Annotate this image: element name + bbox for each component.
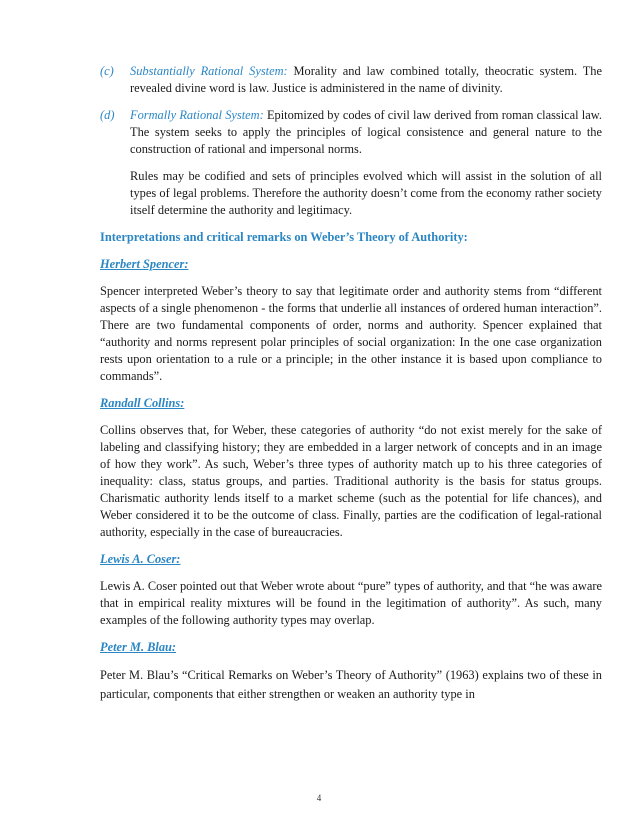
paragraph-randall-collins: Collins observes that, for Weber, these categories of authority “do not exist merely for the sake of labeling and classifying history; they are embedded in a larger network of concepts and in an image of how they work”. As such, Weber’s three types of authority match up to his three categories of inequality: class, status groups, and parties. Traditional authority is the basis for status groups. Charismatic authority lends itself to a market scheme (such as the potential for life chances), and Weber considered it to be the outcome of class. Finally, parties are the codification of legal-rational authority, especially in the case of bureaucracies.	[100, 423, 602, 539]
list-item-body	[130, 63, 602, 97]
paragraph-lewis-coser: Lewis A. Coser pointed out that Weber wrote about “pure” types of authority, and that “he was aware that in empirical reality mixtures will be found in the legitimation of authority”. As such, many examples of the following authority types may overlap.	[100, 579, 602, 627]
list-item-body	[130, 107, 602, 158]
list-item-d	[100, 107, 602, 158]
list-item-text: Epitomized by codes of civil law derived from roman classical law. The system seeks to apply the principles of logical consistence and general nature to the construction of rational and impersonal norms.	[130, 108, 602, 156]
paragraph-peter-blau: Peter M. Blau’s “Critical Remarks on Weber’s Theory of Authority” (1963) explains two of these in particular, components that either strengthen or weaken an authority type in	[100, 668, 602, 701]
list-item-title: Formally Rational System:	[130, 108, 264, 122]
paragraph-herbert-spencer: Spencer interpreted Weber’s theory to say that legitimate order and authority stems from “different aspects of a single phenomenon - the forms that underlie all instances of ordered human interaction”. There are two fundamental components of order, norms and authority. Spencer explained that “authority and norms represent polar principles of social organization: In the one case organization rests upon orientation to a rule or a principle; in the other instance it is based upon compliance to commands”.	[100, 284, 602, 383]
heading-peter-blau: Peter M. Blau:	[100, 640, 177, 654]
list-marker: (d)	[100, 108, 115, 122]
list-item-text: Morality and law combined totally, theocratic system. The revealed divine word is law. Justice is administered in the name of divinity.	[130, 64, 602, 95]
rules-paragraph: Rules may be codified and sets of principles evolved which will assist in the solution of all types of legal problems. Therefore the authority doesn’t come from the economy rather society itself determine the authority and legitimacy.	[130, 169, 602, 217]
heading-randall-collins: Randall Collins:	[100, 396, 185, 410]
page-number: 4	[316, 793, 322, 803]
heading-lewis-coser: Lewis A. Coser:	[100, 552, 181, 566]
list-marker: (c)	[100, 64, 114, 78]
page-content	[100, 63, 602, 704]
section-heading: Interpretations and critical remarks on Weber’s Theory of Authority:	[100, 230, 468, 244]
list-item-c	[100, 63, 602, 97]
heading-herbert-spencer: Herbert Spencer:	[100, 257, 189, 271]
list-item-title: Substantially Rational System:	[130, 64, 288, 78]
